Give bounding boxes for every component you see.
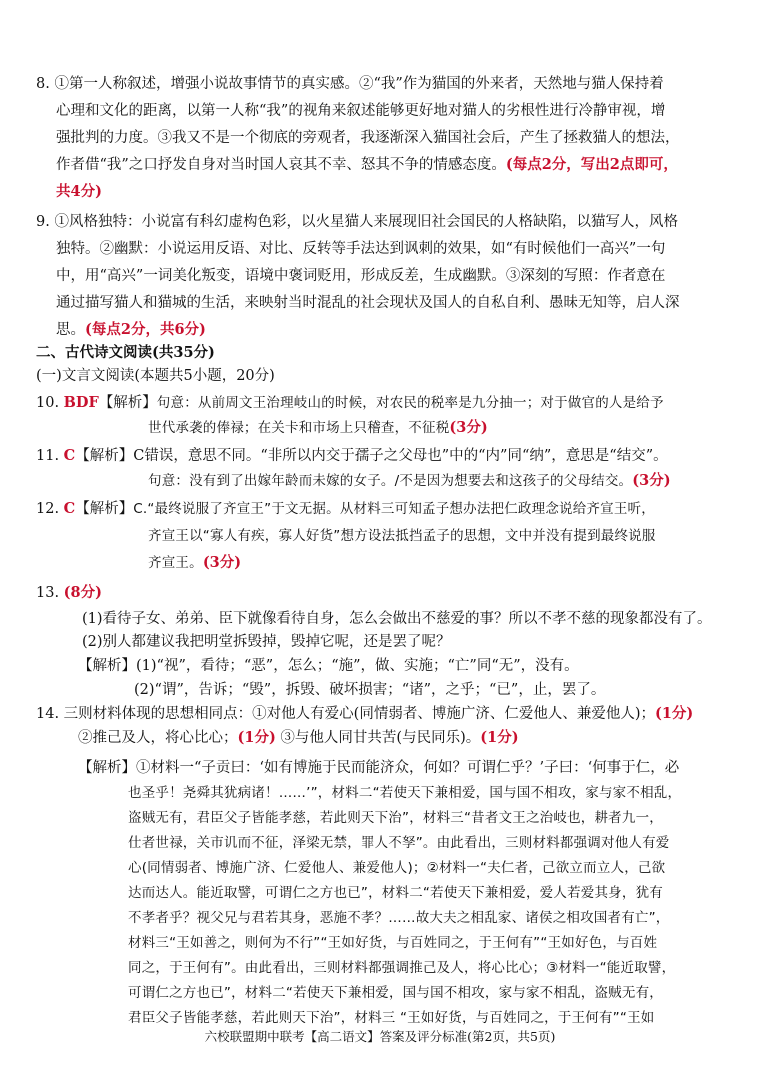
q14-explanation-10: 可谓仁之方也已”，材料二“若使天下兼相爱，国与国不相攻，家与家不相乱，盗贼无有， bbox=[128, 985, 663, 1001]
q14-text-1: 14. 三则材料体现的思想相同点：①对他人有爱心(同情弱者、博施广济、仁爱他人、兼爱他人)； bbox=[36, 706, 655, 722]
q13-line-4: (2)“谓”，告诉；“毁”，拆毁、破坏损害；“诸”，之乎；“已”，止，罢了。 bbox=[134, 682, 606, 698]
q14-line-1 bbox=[36, 704, 693, 724]
q10-tag: 【解析】 bbox=[98, 395, 157, 411]
q14-explanation-7: 不孝者乎？视父兄与君若其身，恶施不孝？……故大夫之相乱家、诸侯之相攻国者有亡”， bbox=[128, 910, 670, 926]
q10-explanation-1: 句意：从前周文王治理岐山的时候，对农民的税率是九分抽一；对于做官的人是给予 bbox=[156, 395, 664, 411]
q11-explanation-2: 句意：没有到了出嫁年龄而未嫁的女子。/不是因为想要去和这孩子的父母结交。 bbox=[148, 473, 633, 489]
q12-explanation-2: 齐宣王以“寡人有疾，寡人好货”想方设法抵挡孟子的思想，文中并没有提到最终说服 bbox=[148, 528, 656, 544]
q12-answer: C bbox=[63, 500, 76, 517]
q8-line-3: 强批判的力度。③我又不是一个彻底的旁观者，我逐渐深入猫国社会后，产生了拯救猫人的想法， bbox=[56, 130, 680, 146]
q11-line-2 bbox=[148, 471, 671, 491]
section-2-heading: 二、古代诗文阅读(共35分) bbox=[36, 344, 215, 361]
q11-answer: C bbox=[63, 447, 76, 464]
q13-header bbox=[36, 583, 102, 603]
q8-line-1: 8. ①第一人称叙述，增强小说故事情节的真实感。②“我”作为猫国的外来者，天然地与猫人保持着 bbox=[36, 76, 664, 92]
q9-score: (每点2分，共6分) bbox=[85, 321, 206, 338]
q12-line-3 bbox=[148, 553, 241, 573]
q10-explanation-2: 世代承袭的俸禄；在关卡和市场上只稽查，不征税 bbox=[148, 420, 450, 436]
q12-explanation-3: 齐宣王。 bbox=[148, 555, 203, 571]
q10-answer: BDF bbox=[63, 394, 99, 411]
q12-explanation-1: C.“最终说服了齐宣王”于文无据。从材料三可知孟子想办法把仁政理念说给齐宣王听， bbox=[133, 501, 655, 517]
q12-line-2 bbox=[148, 526, 656, 546]
q11-explanation-1: C错误，意思不同。“非所以内交于孺子之父母也”中的“内”同“纳”，意思是“结交”。 bbox=[133, 448, 668, 464]
q13-line-1: (1)看待子女、弟弟、臣下就像看待自身，怎么会做出不慈爱的事？所以不孝不慈的现象都没有了。 bbox=[82, 611, 712, 627]
q14-text-2b: ③与他人同甘共苦(与民同乐)。 bbox=[280, 730, 481, 746]
q14-explanation-5: 心(同情弱者、博施广济、仁爱他人、兼爱他人)；②材料一“夫仁者，己欲立而立人，己欲 bbox=[128, 860, 666, 876]
q14-score-3: (1分) bbox=[480, 729, 519, 746]
q9-line-4: 通过描写猫人和猫城的生活，来映射当时混乱的社会现状及国人的自私自利、愚昧无知等，启人深 bbox=[56, 295, 680, 311]
q13-num: 13. bbox=[36, 585, 60, 601]
q12-line-1 bbox=[36, 499, 655, 519]
q8-line-4-text: 作者借“我”之口抒发自身对当时国人哀其不幸、怒其不争的情感态度。 bbox=[56, 157, 506, 173]
q8-score: (每点2分，写出2点即可， bbox=[505, 156, 678, 173]
q9-line-5-text: 思。 bbox=[56, 322, 85, 338]
q14-explanation-3: 盗贼无有，君臣父子皆能孝慈，若此则天下治”，材料三“昔者文王之治岐也，耕者九一， bbox=[128, 810, 663, 826]
q8-score-cont: 共4分) bbox=[56, 183, 102, 200]
q9-line-1: 9. ①风格独特：小说富有科幻虚构色彩，以火星猫人来展现旧社会国民的人格缺陷，以猫写人，风格 bbox=[36, 214, 678, 230]
q12-score: (3分) bbox=[202, 554, 242, 571]
q9-line-2: 独特。②幽默：小说运用反语、对比、反转等手法达到讽刺的效果，如“有时候他们一高兴”一句 bbox=[56, 241, 666, 257]
q10-num: 10. bbox=[36, 395, 60, 411]
q13-line-3: 【解析】(1)“视”，看待；“恶”，怎么；“施”，做、实施；“亡”同“无”，没有。 bbox=[78, 658, 579, 674]
q14-explanation-9: 同之，于王何有”。由此看出，三则材料都强调推己及人，将心比心；③材料一“能近取譬， bbox=[128, 960, 676, 976]
q14-score-2: (1分) bbox=[237, 729, 276, 746]
q13-score: (8分) bbox=[63, 584, 102, 601]
section-2-sub-1: (一)文言文阅读(本题共5小题，20分) bbox=[36, 368, 275, 384]
q13-line-2: (2)别人都建议我把明堂拆毁掉，毁掉它呢，还是罢了呢？ bbox=[82, 634, 451, 650]
q11-score: (3分) bbox=[632, 472, 671, 489]
q14-text-2a: ②推己及人，将心比心； bbox=[78, 730, 238, 746]
q9-line-5 bbox=[56, 320, 206, 340]
q14-explanation-11: 君臣父子皆能孝慈，若此则天下治”，材料三 “王如好货，与百姓同之，于王何有”“王如 bbox=[128, 1010, 655, 1026]
page-footer: 六校联盟期中联考【高二语文】答案及评分标准(第2页，共5页) bbox=[204, 1029, 556, 1044]
q10-score: (3分) bbox=[449, 419, 488, 436]
q8-line-2: 心理和文化的距离，以第一人称“我”的视角来叙述能够更好地对猫人的劣根性进行冷静审视，增 bbox=[56, 103, 666, 119]
q14-explanation-1 bbox=[78, 758, 679, 778]
q12-tag: 【解析】 bbox=[75, 501, 134, 517]
q10-line-2 bbox=[148, 418, 488, 438]
q8-line-4 bbox=[56, 155, 678, 175]
q14-line-2 bbox=[78, 728, 519, 748]
q11-tag: 【解析】 bbox=[75, 448, 134, 464]
q14-explanation-text-1: 【解析】①材料一“子贡曰：‘如有博施于民而能济众，何如？可谓仁乎？’子曰：‘何事于仁，必 bbox=[78, 760, 680, 776]
q14-explanation-4: 仕者世禄，关市讥而不征，泽梁无禁，罪人不孥”。由此看出，三则材料都强调对他人有爱 bbox=[128, 835, 670, 851]
q10-line-1 bbox=[36, 393, 664, 413]
q14-score-1: (1分) bbox=[654, 705, 694, 722]
q14-explanation-6: 达而达人。能近取譬，可谓仁之方也已”，材料二“若使天下兼相爱，爱人若爱其身，犹有 bbox=[128, 885, 663, 901]
q14-explanation-8: 材料三“王如善之，则何为不行”“王如好货，与百姓同之，于王何有”“王如好色，与百姓 bbox=[128, 935, 658, 951]
q11-line-1 bbox=[36, 446, 668, 466]
q12-num: 12. bbox=[36, 501, 60, 517]
q9-line-3: 中，用“高兴”一词美化叛变，语境中褒词贬用，形成反差，生成幽默。③深刻的写照：作者意在 bbox=[56, 268, 666, 284]
q11-num: 11. bbox=[36, 448, 60, 464]
q14-explanation-2: 也圣乎！尧舜其犹病诸！……’”，材料二“若使天下兼相爱，国与国不相攻，家与家不相乱， bbox=[128, 785, 682, 801]
